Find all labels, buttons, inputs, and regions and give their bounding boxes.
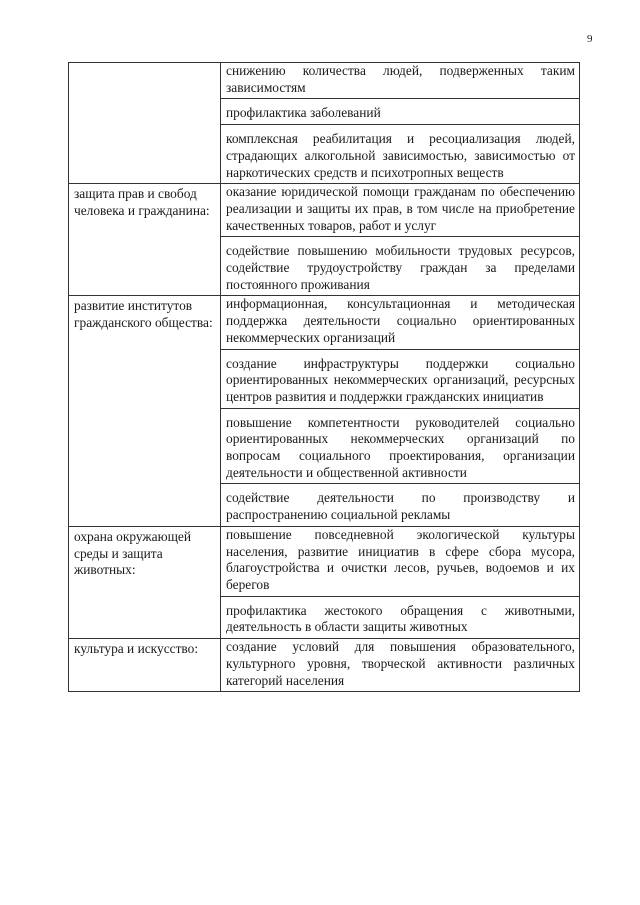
category-cell: защита прав и свобод человека и гражданина: (69, 184, 221, 296)
directions-table (68, 62, 580, 692)
category-cell: культура и искусство: (69, 639, 221, 692)
list-item: создание условий для повышения образовательного, культурного уровня, творческой активности различных категорий населения (226, 639, 575, 688)
items-cell (221, 639, 580, 692)
items-cell (221, 184, 580, 296)
list-item: снижению количества людей, подверженных таким зависимостям (221, 63, 579, 99)
items-cell (221, 526, 580, 638)
list-item: содействие повышению мобильности трудовых ресурсов, содействие трудоустройству граждан за пределами постоянного проживания (226, 243, 575, 292)
list-item: содействие деятельности по производству и распространению социальной рекламы (226, 490, 575, 523)
table-row (69, 296, 580, 526)
list-item: комплексная реабилитация и ресоциализация людей, страдающих алкогольной зависимостью, зависимостью от наркотических средств и психотропных веществ (226, 131, 575, 180)
items-cell (221, 296, 580, 526)
table-row (69, 63, 580, 184)
list-item: профилактика заболеваний (221, 99, 579, 125)
category-cell: охрана окружающей среды и защита животных: (69, 526, 221, 638)
list-item: оказание юридической помощи гражданам по обеспечению реализации и защиты их прав, в том числе на приобретение качественных товаров, работ и услуг (221, 184, 579, 237)
category-cell: развитие институтов гражданского общества: (69, 296, 221, 526)
list-item: профилактика жестокого обращения с животными, деятельность в области защиты животных (226, 602, 575, 635)
list-item: создание инфраструктуры поддержки социально ориентированных некоммерческих организаций, ресурсных центров развития и поддержки гражданских инициатив (221, 350, 579, 409)
list-item: повышение повседневной экологической культуры населения, развитие инициатив в сфере сбора мусора, благоустройства и очистки лесов, ручьев, водоемов и их берегов (221, 527, 579, 597)
items-cell (221, 63, 580, 184)
table-row (69, 639, 580, 692)
table-row (69, 184, 580, 296)
table-row (69, 526, 580, 638)
list-item: информационная, консультационная и методическая поддержка деятельности социально ориентированных некоммерческих организаций (221, 296, 579, 349)
category-cell (69, 63, 221, 184)
page-number: 9 (587, 33, 593, 45)
list-item: повышение компетентности руководителей социально ориентированных некоммерческих организаций по вопросам социального проектирования, организации деятельности и общественной активности (221, 409, 579, 485)
